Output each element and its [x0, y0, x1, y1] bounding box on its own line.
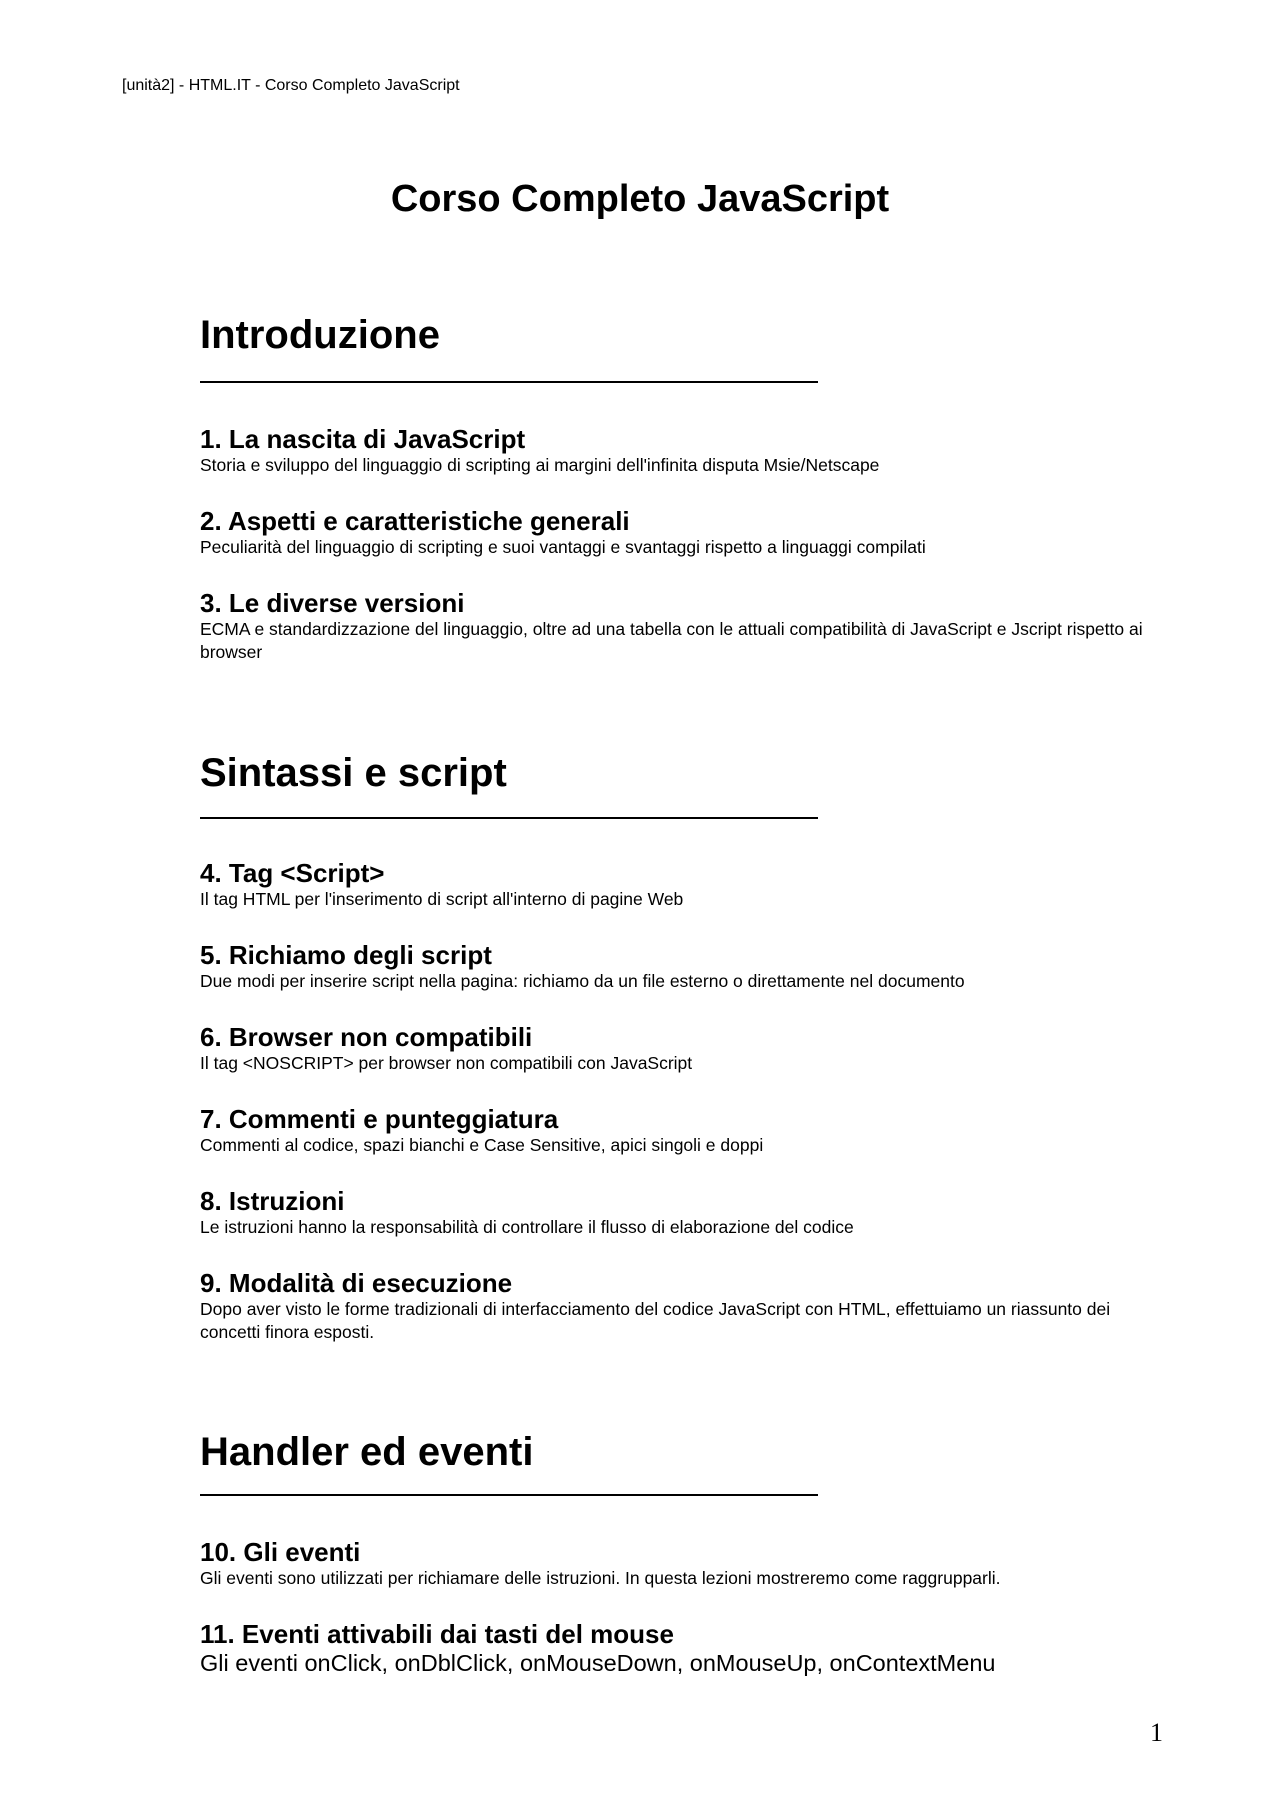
lesson-description: ECMA e standardizzazione del linguaggio, oltre ad una tabella con le attuali compatibilità di JavaScript e Jscript rispetto ai browser: [200, 619, 1143, 662]
lesson-description: Dopo aver visto le forme tradizionali di interfacciamento del codice JavaScript con HTML, effettuiamo un riassunto dei concetti finora esposti.: [200, 1299, 1111, 1342]
lesson-description: Peculiarità del linguaggio di scripting e suoi vantaggi e svantaggi rispetto a linguaggi compilati: [200, 537, 926, 557]
lesson-title[interactable]: 8. Istruzioni: [200, 1186, 345, 1216]
lesson-description: Gli eventi sono utilizzati per richiamare delle istruzioni. In questa lezioni mostreremo come raggrupparli.: [200, 1568, 1001, 1588]
lesson-item[interactable]: [200, 858, 1170, 911]
lesson-item[interactable]: [200, 1022, 1170, 1075]
lesson-title[interactable]: 10. Gli eventi: [200, 1537, 361, 1567]
section-handler-eventi: [200, 1428, 1170, 1676]
lesson-description: Il tag <NOSCRIPT> per browser non compatibili con JavaScript: [200, 1053, 693, 1073]
lesson-item[interactable]: [200, 1104, 1170, 1157]
running-header: [unità2] - HTML.IT - Corso Completo JavaScript: [122, 77, 460, 94]
lesson-description: Commenti al codice, spazi bianchi e Case Sensitive, apici singoli e doppi: [200, 1135, 764, 1155]
section-divider: [200, 381, 818, 383]
lesson-title[interactable]: 6. Browser non compatibili: [200, 1022, 533, 1052]
lesson-title[interactable]: 2. Aspetti e caratteristiche generali: [200, 506, 630, 536]
lesson-item[interactable]: [200, 940, 1170, 993]
lesson-item[interactable]: [200, 1619, 1170, 1678]
lesson-title[interactable]: 3. Le diverse versioni: [200, 588, 465, 618]
section-sintassi: [200, 749, 1170, 1342]
section-heading: Handler ed eventi: [200, 1430, 534, 1474]
section-heading: Introduzione: [200, 313, 440, 357]
section-divider: [200, 817, 818, 819]
lesson-description: Il tag HTML per l'inserimento di script all'interno di pagine Web: [200, 889, 684, 909]
lesson-description: Le istruzioni hanno la responsabilità di controllare il flusso di elaborazione del codice: [200, 1217, 854, 1237]
section-introduzione: [200, 311, 1170, 662]
lesson-title[interactable]: 4. Tag <Script>: [200, 858, 385, 888]
page-number: 1: [1150, 1718, 1163, 1747]
lesson-description: Due modi per inserire script nella pagina: richiamo da un file esterno o direttamente nel documento: [200, 971, 965, 991]
lesson-title[interactable]: 11. Eventi attivabili dai tasti del mouse: [200, 1619, 674, 1649]
section-heading: Sintassi e script: [200, 751, 507, 795]
lesson-description: Gli eventi onClick, onDblClick, onMouseDown, onMouseUp, onContextMenu: [200, 1650, 996, 1676]
lesson-description: Storia e sviluppo del linguaggio di scripting ai margini dell'infinita disputa Msie/Netscape: [200, 455, 880, 475]
lesson-item[interactable]: [200, 1186, 1170, 1239]
lesson-item[interactable]: [200, 506, 1170, 559]
lesson-title[interactable]: 5. Richiamo degli script: [200, 940, 492, 970]
lesson-item[interactable]: [200, 1268, 1170, 1344]
lesson-item[interactable]: [200, 588, 1170, 664]
lesson-title[interactable]: 9. Modalità di esecuzione: [200, 1268, 513, 1298]
lesson-item[interactable]: [200, 1537, 1170, 1590]
section-divider: [200, 1494, 818, 1496]
lesson-item[interactable]: [200, 424, 1170, 477]
lesson-title[interactable]: 1. La nascita di JavaScript: [200, 424, 526, 454]
lesson-title[interactable]: 7. Commenti e punteggiatura: [200, 1104, 559, 1134]
document-title: Corso Completo JavaScript: [390, 178, 890, 220]
